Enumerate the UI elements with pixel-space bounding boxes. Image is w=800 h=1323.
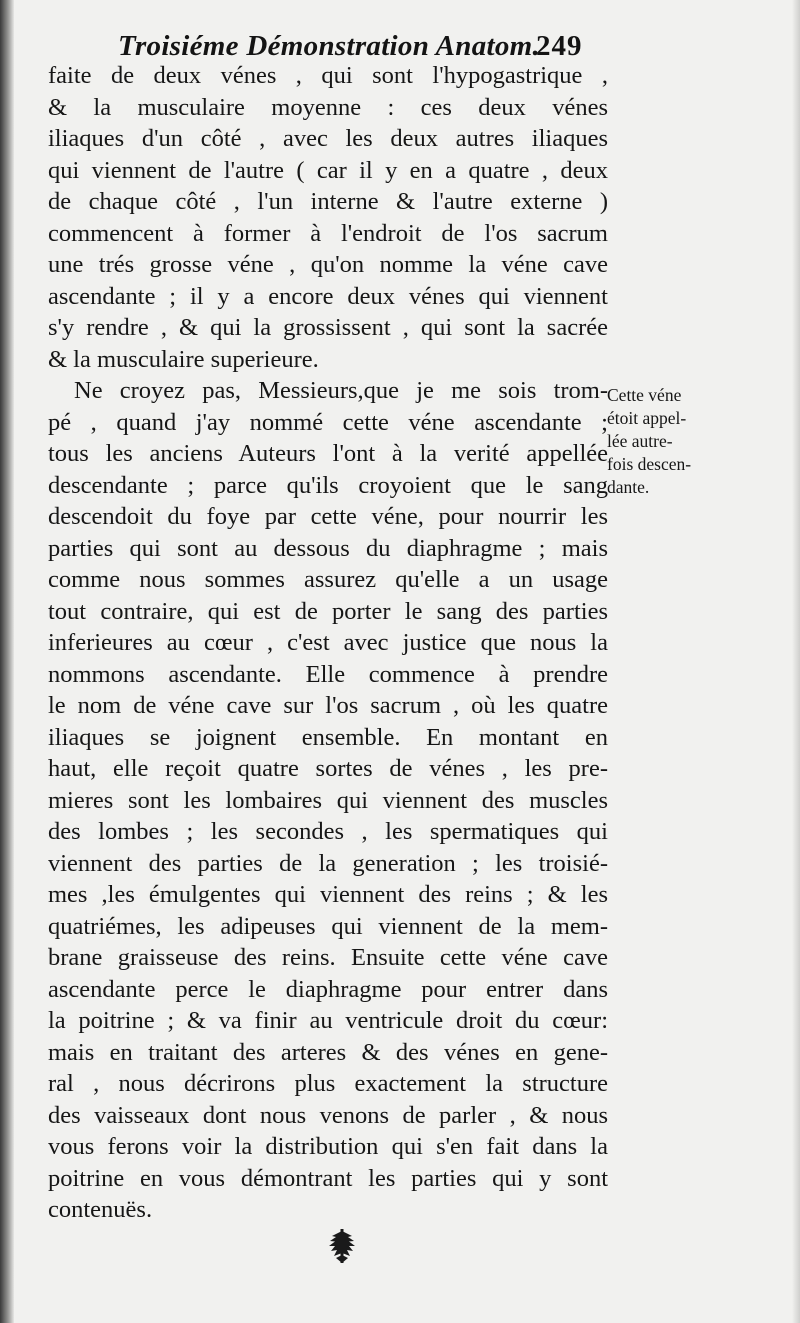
- text-line: comme nous sommes assurez qu'elle a un usage: [48, 566, 608, 593]
- text-line: & la musculaire moyenne : ces deux vénes: [48, 93, 608, 121]
- text-line: contenuës.: [48, 1196, 153, 1223]
- text-line: mais en traitant des arteres & des vénes en gene-: [48, 1038, 608, 1066]
- margin-note-line: Cette véne: [607, 385, 682, 405]
- text-line: poitrine en vous démontrant les parties qui y sont: [48, 1164, 608, 1192]
- text-line: Ne croyez pas, Messieurs,que je me sois trom-: [74, 377, 608, 404]
- text-line: la poitrine ; & va finir au ventricule droit du cœur:: [48, 1007, 608, 1034]
- text-line: & la musculaire superieure.: [48, 345, 319, 373]
- text-line: s'y rendre , & qui la grossissent , qui sont la sacrée: [48, 314, 608, 341]
- text-line: qui viennent de l'autre ( car il y en a quatre , deux: [48, 156, 608, 184]
- page-number: 249: [536, 30, 583, 62]
- running-title: Troisiéme Démonstration Anatom.: [118, 30, 541, 62]
- text-line: ascendante ; il y a encore deux vénes qui viennent: [48, 282, 608, 310]
- text-line: mes ,les émulgentes qui viennent des reins ; & les: [48, 881, 608, 908]
- text-line: ral , nous décrirons plus exactement la structure: [48, 1070, 608, 1097]
- text-line: une trés grosse véne , qu'on nomme la véne cave: [48, 251, 608, 278]
- text-line: iliaques d'un côté , avec les deux autres iliaques: [48, 125, 608, 152]
- text-line: haut, elle reçoit quatre sortes de vénes , les pre-: [48, 755, 608, 782]
- text-line: des lombes ; les secondes , les spermatiques qui: [48, 818, 608, 845]
- text-line: nommons ascendante. Elle commence à prendre: [48, 660, 608, 688]
- text-line: iliaques se joignent ensemble. En montant en: [48, 723, 608, 751]
- text-line: descendoit du foye par cette véne, pour nourrir les: [48, 503, 608, 530]
- text-line: viennent des parties de la generation ; les troisié-: [48, 849, 608, 877]
- text-line: des vaisseaux dont nous venons de parler , & nous: [48, 1101, 608, 1129]
- text-line: parties qui sont au dessous du diaphragme ; mais: [48, 534, 608, 562]
- text-line: inferieures au cœur , c'est avec justice que nous la: [48, 629, 608, 656]
- margin-note-line: lée autre-: [607, 431, 673, 451]
- fleuron-ornament-icon: [322, 1226, 362, 1266]
- text-line: pé , quand j'ay nommé cette véne ascendante ;: [48, 408, 608, 436]
- body-text: [48, 60, 608, 1226]
- margin-note: [607, 384, 732, 499]
- text-line: de chaque côté , l'un interne & l'autre externe ): [48, 188, 608, 215]
- text-line: le nom de véne cave sur l'os sacrum , où les quatre: [48, 692, 608, 719]
- text-line: descendante ; parce qu'ils croyoient que le sang: [48, 471, 608, 499]
- page-gutter-shadow: [0, 0, 14, 1323]
- text-line: commencent à former à l'endroit de l'os sacrum: [48, 219, 608, 247]
- page-edge: [792, 0, 800, 1323]
- text-line: vous ferons voir la distribution qui s'en fait dans la: [48, 1133, 608, 1160]
- margin-note-line: dante.: [607, 477, 650, 497]
- margin-note-line: étoit appel-: [607, 408, 687, 428]
- margin-note-line: fois descen-: [607, 454, 692, 474]
- text-line: mieres sont les lombaires qui viennent des muscles: [48, 786, 608, 814]
- text-line: brane graisseuse des reins. Ensuite cette véne cave: [48, 944, 608, 971]
- text-line: faite de deux vénes , qui sont l'hypogastrique ,: [48, 62, 608, 89]
- text-line: tout contraire, qui est de porter le sang des parties: [48, 597, 608, 625]
- text-line: ascendante perce le diaphragme pour entrer dans: [48, 975, 608, 1003]
- text-line: tous les anciens Auteurs l'ont à la verité appellée: [48, 440, 608, 467]
- text-line: quatriémes, les adipeuses qui viennent de la mem-: [48, 912, 608, 940]
